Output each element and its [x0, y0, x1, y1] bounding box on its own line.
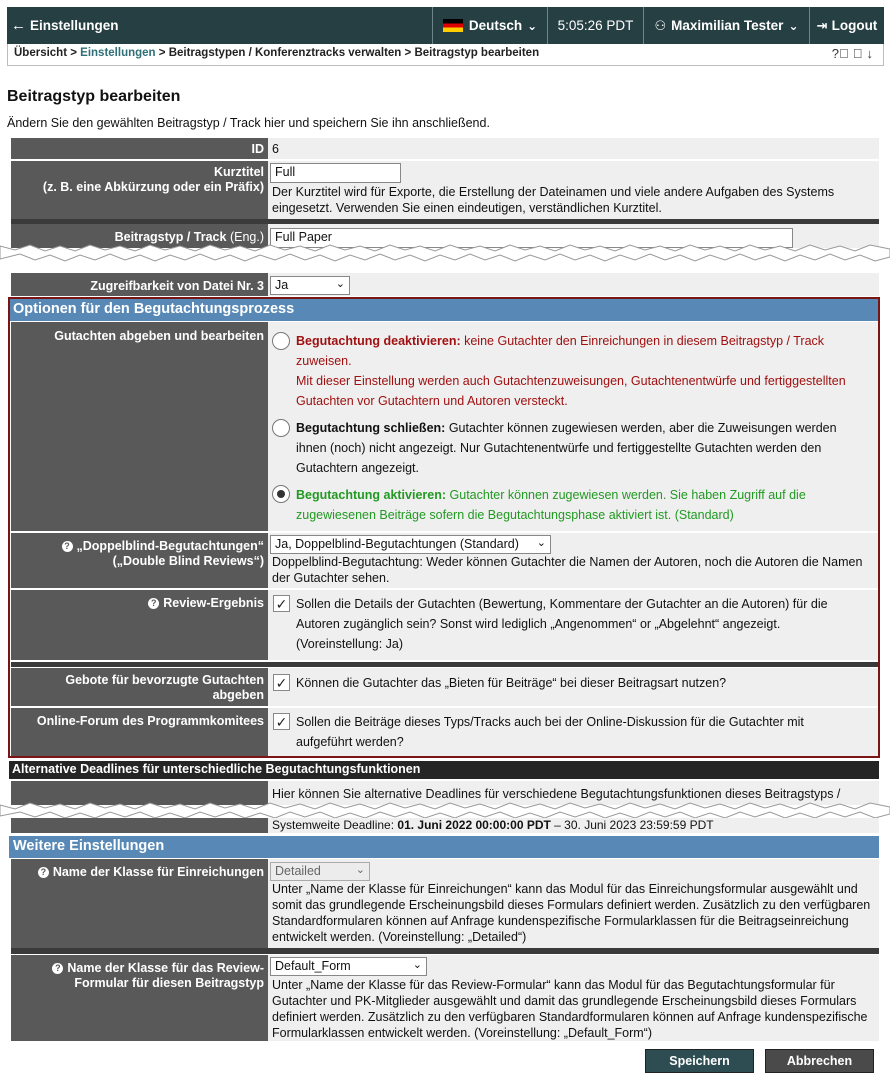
- id-value: 6: [268, 138, 879, 159]
- radio-activate-review[interactable]: [272, 485, 290, 503]
- option-deactivate-text: Begutachtung deaktivieren: keine Gutachter den Einreichungen in diesem Beitragstyp / Track zuweisen. Mit dieser Einstellung werden auch Gutachtenzuweisungen, Gutachtenentwürfe und fertiggestellten Gutachten vor Gutachtern und Autoren versteckt.: [296, 334, 846, 408]
- systemwide-deadline: Systemweite Deadline: 01. Juni 2022 00:00:00 PDT – 30. Juni 2023 23:59:59 PDT: [268, 818, 879, 833]
- double-blind-select[interactable]: Ja, Doppelblind-Begutachtungen (Standard) ⌄: [270, 535, 551, 554]
- forum-text: Sollen die Beiträge dieses Typs/Tracks auch bei der Online-Diskussion für die Gutachter mit aufgeführt werden?: [296, 715, 804, 749]
- arrow-left-icon: ←: [11, 17, 26, 34]
- review-result-checkbox[interactable]: ✓: [273, 595, 290, 612]
- deadlines-text: Hier können Sie alternative Deadlines für verschiedene Begutachtungsfunktionen dieses Beitragstyps /: [268, 781, 879, 805]
- help-icon[interactable]: ?: [62, 541, 73, 552]
- forum-label: Online-Forum des Programmkomitees: [11, 708, 268, 756]
- user-icon: ⚇: [654, 17, 667, 33]
- chevron-down-icon: ⌄: [355, 864, 365, 876]
- bids-checkbox[interactable]: ✓: [273, 674, 290, 691]
- submission-class-select[interactable]: Detailed ⌄: [270, 862, 370, 881]
- german-flag-icon: [443, 19, 463, 32]
- logout-button[interactable]: ⇥ Logout: [809, 7, 884, 44]
- more-settings-header: Weitere Einstellungen: [9, 836, 879, 858]
- deadlines-header: Alternative Deadlines für unterschiedliche Begutachtungsfunktionen: [9, 761, 879, 779]
- file3-label: Zugreifbarkeit von Datei Nr. 3: [11, 273, 268, 296]
- double-blind-cell: Doppelblind-Begutachtung: Weder können Gutachter die Namen der Autoren, noch die Autoren die Namen der Gutachter sehen.: [268, 533, 879, 588]
- logout-icon: ⇥: [816, 17, 828, 33]
- short-title-label: Kurztitel (z. B. eine Abkürzung oder ein Präfix): [11, 161, 268, 219]
- review-submit-label: Gutachten abgeben und bearbeiten: [11, 322, 268, 531]
- submission-class-cell: Unter „Name der Klasse für Einreichungen“ kann das Modul für das Einreichungsformular ausgewählt und somit das grundlegende Erscheinungsbild dieses Formulars definiert werden. Zusätzlich zu den verfügbaren Standardformularen können auf Anfrage kundenspezifische Formularklassen für die Beitragseinreichung entwickelt werden. (Voreinstellung: „Detailed“): [268, 859, 879, 948]
- breadcrumb-types[interactable]: Beitragstypen / Konferenztracks verwalten: [168, 47, 402, 59]
- radio-close-review[interactable]: [272, 419, 290, 437]
- save-button[interactable]: Speichern: [645, 1049, 754, 1073]
- option-close-text: Begutachtung schließen: Gutachter können zugewiesen werden, aber die Zuweisungen werden ihnen (noch) nicht angezeigt. Nur Gutachtenentwürfe und fertiggestellte Gutachten werden den Gutachtern angezeigt.: [296, 421, 837, 475]
- top-navigation-bar: [7, 7, 884, 44]
- review-class-label: ? Name der Klasse für das Review-Formular für diesen Beitragstyp: [11, 955, 268, 1041]
- file3-select[interactable]: Ja ⌄: [270, 276, 350, 295]
- double-blind-label: ? „Doppelblind-Begutachtungen“ („Double Blind Reviews“): [11, 533, 268, 588]
- print-icon[interactable]: ⎙: [852, 46, 867, 61]
- id-label: ID: [11, 138, 268, 159]
- chevron-down-icon: ⌄: [536, 537, 546, 549]
- cancel-button[interactable]: Abbrechen: [765, 1049, 874, 1073]
- file3-cell: [268, 273, 879, 296]
- page-cut-separator: [0, 242, 890, 264]
- chevron-down-icon: ⌄: [527, 18, 538, 33]
- help-icon[interactable]: ?⃝: [831, 46, 853, 61]
- track-name-input[interactable]: Full Paper: [270, 228, 793, 248]
- download-icon[interactable]: ↓: [866, 46, 877, 61]
- breadcrumb-home[interactable]: Übersicht: [14, 47, 68, 59]
- chevron-down-icon: ⌄: [788, 18, 799, 33]
- deadlines-label-cont: [11, 818, 268, 833]
- user-menu[interactable]: ⚇ Maximilian Tester ⌄: [643, 7, 809, 44]
- page-intro: Ändern Sie den gewählten Beitragstyp / Track hier und speichern Sie ihn anschließend.: [7, 116, 490, 130]
- language-selector[interactable]: Deutsch ⌄: [432, 7, 547, 44]
- review-options-header: Optionen für den Begutachtungsprozess: [9, 299, 879, 321]
- review-class-cell: Unter „Name der Klasse für das Review-Formular“ kann das Modul für das Begutachtungsformular für Gutachter und PK-Mitglieder ausgewählt und damit das grundlegende Erscheinungsbild dieses Formulars definiert werden. Zusätzlich zu den verfügbaren Standardformularen können auf Anfrage kundenspezifische Formularklassen entwickelt werden. (Voreinstellung: „Default_Form“): [268, 955, 879, 1041]
- review-result-label: ? Review-Ergebnis: [11, 590, 268, 660]
- help-icon[interactable]: ?: [52, 963, 63, 974]
- review-result-text: Sollen die Details der Gutachten (Bewertung, Kommentare der Gutachter an die Autoren) für die Autoren zugänglich sein? Sonst wird lediglich „Angenommen“ or „Abgelehnt“ angezeigt. (Voreinstellung: Ja): [296, 597, 828, 651]
- help-icon[interactable]: ?: [148, 598, 159, 609]
- bids-text: Können die Gutachter das „Bieten für Beiträge“ bei dieser Beitragsart nutzen?: [296, 676, 727, 690]
- short-title-cell: Der Kurztitel wird für Exporte, die Erstellung der Dateinamen und viele andere Aufgaben des Systems eingesetzt. Verwenden Sie einen eindeutigen, verständlichen Kurztitel.: [268, 161, 879, 219]
- submission-class-label: ? Name der Klasse für Einreichungen: [11, 859, 268, 948]
- forum-checkbox[interactable]: ✓: [273, 713, 290, 730]
- back-to-settings-button[interactable]: ← Einstellungen: [11, 17, 119, 34]
- chevron-down-icon: ⌄: [335, 278, 345, 290]
- short-title-input[interactable]: Full: [270, 163, 401, 183]
- bids-label: Gebote für bevorzugte Gutachten abgeben: [11, 668, 268, 706]
- page-title: Beitragstyp bearbeiten: [7, 88, 181, 105]
- breadcrumb: Übersicht > Einstellungen > Beitragstypen / Konferenztracks verwalten > Beitragstyp bearbeiten ?⃝⎙↓: [7, 44, 884, 66]
- track-name-label: Beitragstyp / Track (Eng.): [11, 224, 268, 248]
- chevron-down-icon: ⌄: [412, 959, 422, 971]
- breadcrumb-current: Beitragstyp bearbeiten: [414, 47, 540, 59]
- breadcrumb-settings[interactable]: Einstellungen: [80, 47, 156, 59]
- radio-deactivate-review[interactable]: [272, 332, 290, 350]
- option-activate-text: Begutachtung aktivieren: Gutachter können zugewiesen werden. Sie haben Zugriff auf die zugewiesenen Beiträge sofern die Begutachtungsphase aktiviert ist. (Standard): [296, 488, 806, 522]
- server-clock: 5:05:26 PDT: [547, 7, 643, 44]
- review-class-select[interactable]: Default_Form ⌄: [270, 957, 427, 976]
- help-icon[interactable]: ?: [38, 867, 49, 878]
